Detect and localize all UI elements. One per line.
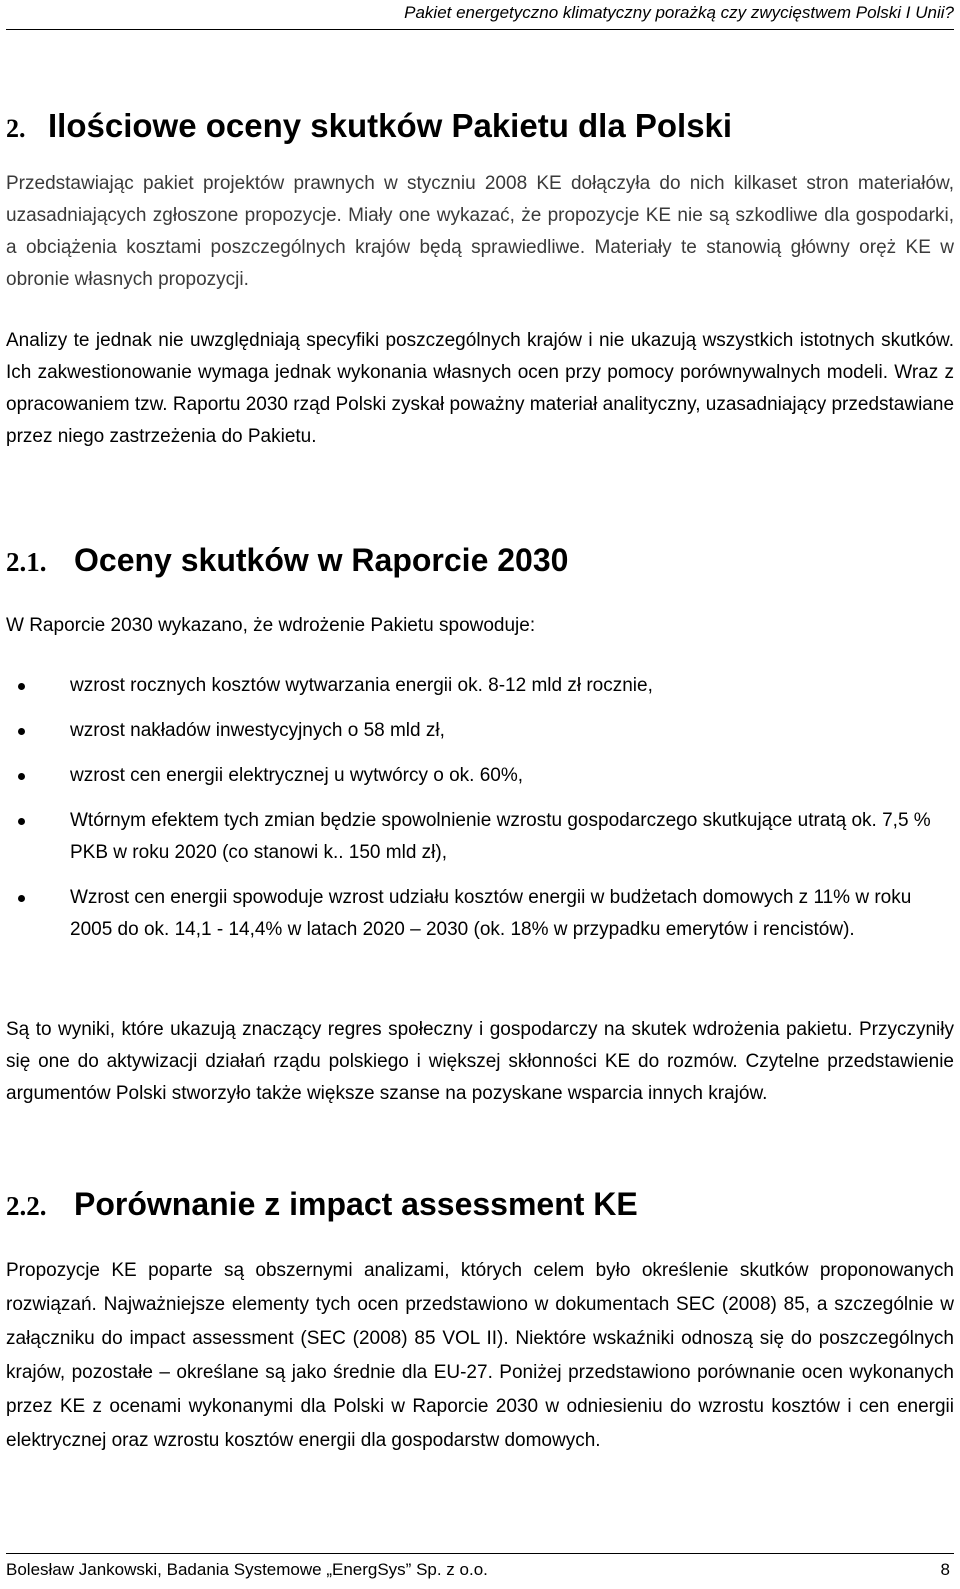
page-number: 8 xyxy=(940,1560,950,1579)
list-item: wzrost cen energii elektrycznej u wytwórcy o ok. 60%, xyxy=(6,760,954,792)
section-title: Oceny skutków w Raporcie 2030 xyxy=(74,542,569,578)
bullet-list xyxy=(6,670,954,946)
bullet-icon xyxy=(18,683,25,690)
footer-rule xyxy=(6,1553,954,1554)
section-title: Ilościowe oceny skutków Pakietu dla Polski xyxy=(48,107,733,144)
list-item: wzrost rocznych kosztów wytwarzania energii ok. 8-12 mld zł rocznie, xyxy=(6,670,954,702)
paragraph: Są to wyniki, które ukazują znaczący regres społeczny i gospodarczy na skutek wdrożenia pakietu. Przyczyniły się one do aktywizacji działań rządu polskiego i większej skłonności KE do rozmów. Czytelne przedstawienie argumentów Polski stworzyło także większe szanse na pozyskane wsparcia innych krajów. xyxy=(6,1019,954,1104)
paragraph: Analizy te jednak nie uwzględniają specyfiki poszczególnych krajów i nie ukazują wszystkich istotnych skutków. Ich zakwestionowanie wymaga jednak wykonania własnych ocen przy pomocy porównywalnych modeli. Wraz z opracowaniem tzw. Raportu 2030 rząd Polski zyskał poważny materiał analityczny, uzasadniający przedstawiane przez niego zastrzeżenia do Pakietu. xyxy=(6,330,955,447)
section-number: 2. xyxy=(6,114,26,143)
footer-author: Bolesław Jankowski, Badania Systemowe „EnergSys” Sp. z o.o. xyxy=(6,1560,488,1579)
paragraph: Przedstawiając pakiet projektów prawnych w styczniu 2008 KE dołączyła do nich kilkaset stron materiałów, uzasadniających zgłoszone propozycje. Miały one wykazać, że propozycje KE nie są szkodliwe dla gospodarki, a obciążenia kosztami poszczególnych krajów będą sprawiedliwe. Materiały te stanowią główny oręż KE w obronie własnych propozycji. xyxy=(6,173,954,290)
bullet-icon xyxy=(18,728,25,735)
section-number: 2.2. xyxy=(6,1191,47,1221)
section-heading-2 xyxy=(6,104,732,151)
section-heading-2-1 xyxy=(6,538,568,584)
section-title: Porównanie z impact assessment KE xyxy=(74,1186,638,1222)
paragraph: W Raporcie 2030 wykazano, że wdrożenie Pakietu spowoduje: xyxy=(6,615,536,636)
bullet-icon xyxy=(18,773,25,780)
list-item: wzrost nakładów inwestycyjnych o 58 mld zł, xyxy=(6,715,954,747)
running-header: Pakiet energetyczno klimatyczny porażką czy zwycięstwem Polski I Unii? xyxy=(404,3,954,22)
list-item: Wzrost cen energii spowoduje wzrost udziału kosztów energii w budżetach domowych z 11% w roku 2005 do ok. 14,1 - 14,4% w latach 2020 – 2030 (ok. 18% w przypadku emerytów i rencistów). xyxy=(6,882,954,946)
header-rule xyxy=(6,29,954,30)
bullet-icon xyxy=(18,895,25,902)
paragraph: Propozycje KE poparte są obszernymi analizami, których celem było określenie skutków proponowanych rozwiązań. Najważniejsze elementy tych ocen przedstawiono w dokumentach SEC (2008) 85, a szczególnie w załączniku do impact assessment (SEC (2008) 85 VOL II). Niektóre wskaźniki odnoszą się do poszczególnych krajów, pozostałe – określane są jako średnie dla EU-27. Poniżej przedstawiono porównanie ocen wykonanych przez KE z ocenami wykonanymi dla Polski w Raporcie 2030 w odniesieniu do wzrostu kosztów i cen energii elektrycznej oraz wzrostu kosztów energii dla gospodarstw domowych. xyxy=(6,1260,954,1451)
bullet-icon xyxy=(18,818,25,825)
list-item: Wtórnym efektem tych zmian będzie spowolnienie wzrostu gospodarczego skutkujące utratą ok. 7,5 % PKB w roku 2020 (co stanowi k.. 150 mld zł), xyxy=(6,805,954,869)
section-heading-2-2 xyxy=(6,1182,638,1228)
section-number: 2.1. xyxy=(6,547,47,577)
